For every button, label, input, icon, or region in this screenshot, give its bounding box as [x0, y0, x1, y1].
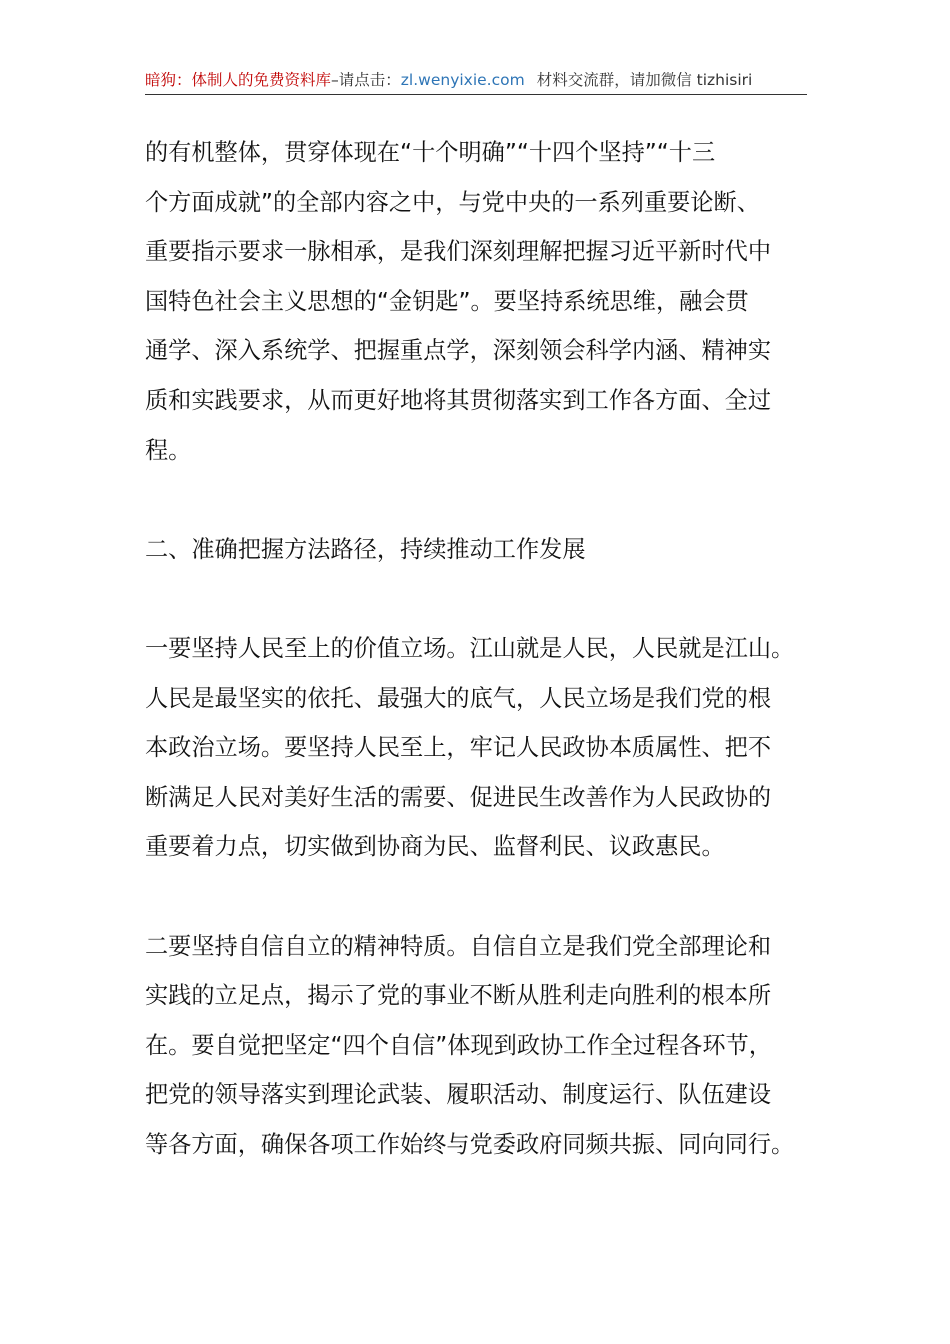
paragraph-people-first [145, 624, 810, 872]
text-line: 国特色社会主义思想的“金钥匙”。要坚持系统思维，融会贯 [145, 287, 749, 315]
text-line: 的有机整体，贯穿体现在“十个明确”“十四个坚持”“十三 [145, 139, 716, 166]
paragraph-continuation [145, 128, 810, 475]
paragraph-gap [145, 475, 810, 525]
text-line: 个方面成就”的全部内容之中，与党中央的一系列重要论断、 [145, 188, 760, 216]
paragraph-self-confidence [145, 922, 810, 1170]
text-line: 把党的领导落实到理论武装、履职活动、制度运行、队伍建设 [145, 1081, 772, 1109]
text-line: 人民是最坚实的依托、最强大的底气，人民立场是我们党的根 [145, 684, 772, 712]
text-line: 程。 [145, 436, 192, 464]
text-line: 通学、深入系统学、把握重点学，深刻领会科学内涵、精神实 [145, 337, 772, 365]
text-line: 等各方面，确保各项工作始终与党委政府同频共振、同向同行。 [145, 1130, 795, 1158]
document-body [145, 128, 810, 1169]
paragraph-gap [145, 872, 810, 922]
header-brand: 暗狗：体制人的免费资料库 [145, 71, 332, 89]
section-heading: 二、准确把握方法路径，持续推动工作发展 [145, 535, 586, 563]
paragraph-gap [145, 574, 810, 624]
header-prompt: –请点击： [331, 71, 401, 89]
header-link[interactable]: zl.wenyixie.com [400, 71, 525, 89]
text-line: 重要指示要求一脉相承，是我们深刻理解把握习近平新时代中 [145, 238, 772, 266]
page-header [145, 68, 807, 95]
text-line: 二要坚持自信自立的精神特质。自信自立是我们党全部理论和 [145, 932, 772, 960]
text-line: 一要坚持人民至上的价值立场。江山就是人民，人民就是江山。 [145, 634, 795, 662]
header-contact: 材料交流群，请加微信 tizhisiri [536, 71, 753, 89]
text-line: 质和实践要求，从而更好地将其贯彻落实到工作各方面、全过 [145, 386, 772, 414]
text-line: 实践的立足点，揭示了党的事业不断从胜利走向胜利的根本所 [145, 982, 772, 1010]
text-line: 断满足人民对美好生活的需要、促进民生改善作为人民政协的 [145, 783, 772, 811]
text-line: 本政治立场。要坚持人民至上，牢记人民政协本质属性、把不 [145, 734, 772, 762]
text-line: 在。要自觉把坚定“四个自信”体现到政协工作全过程各环节， [145, 1031, 772, 1059]
text-line: 重要着力点，切实做到协商为民、监督利民、议政惠民。 [145, 833, 725, 861]
